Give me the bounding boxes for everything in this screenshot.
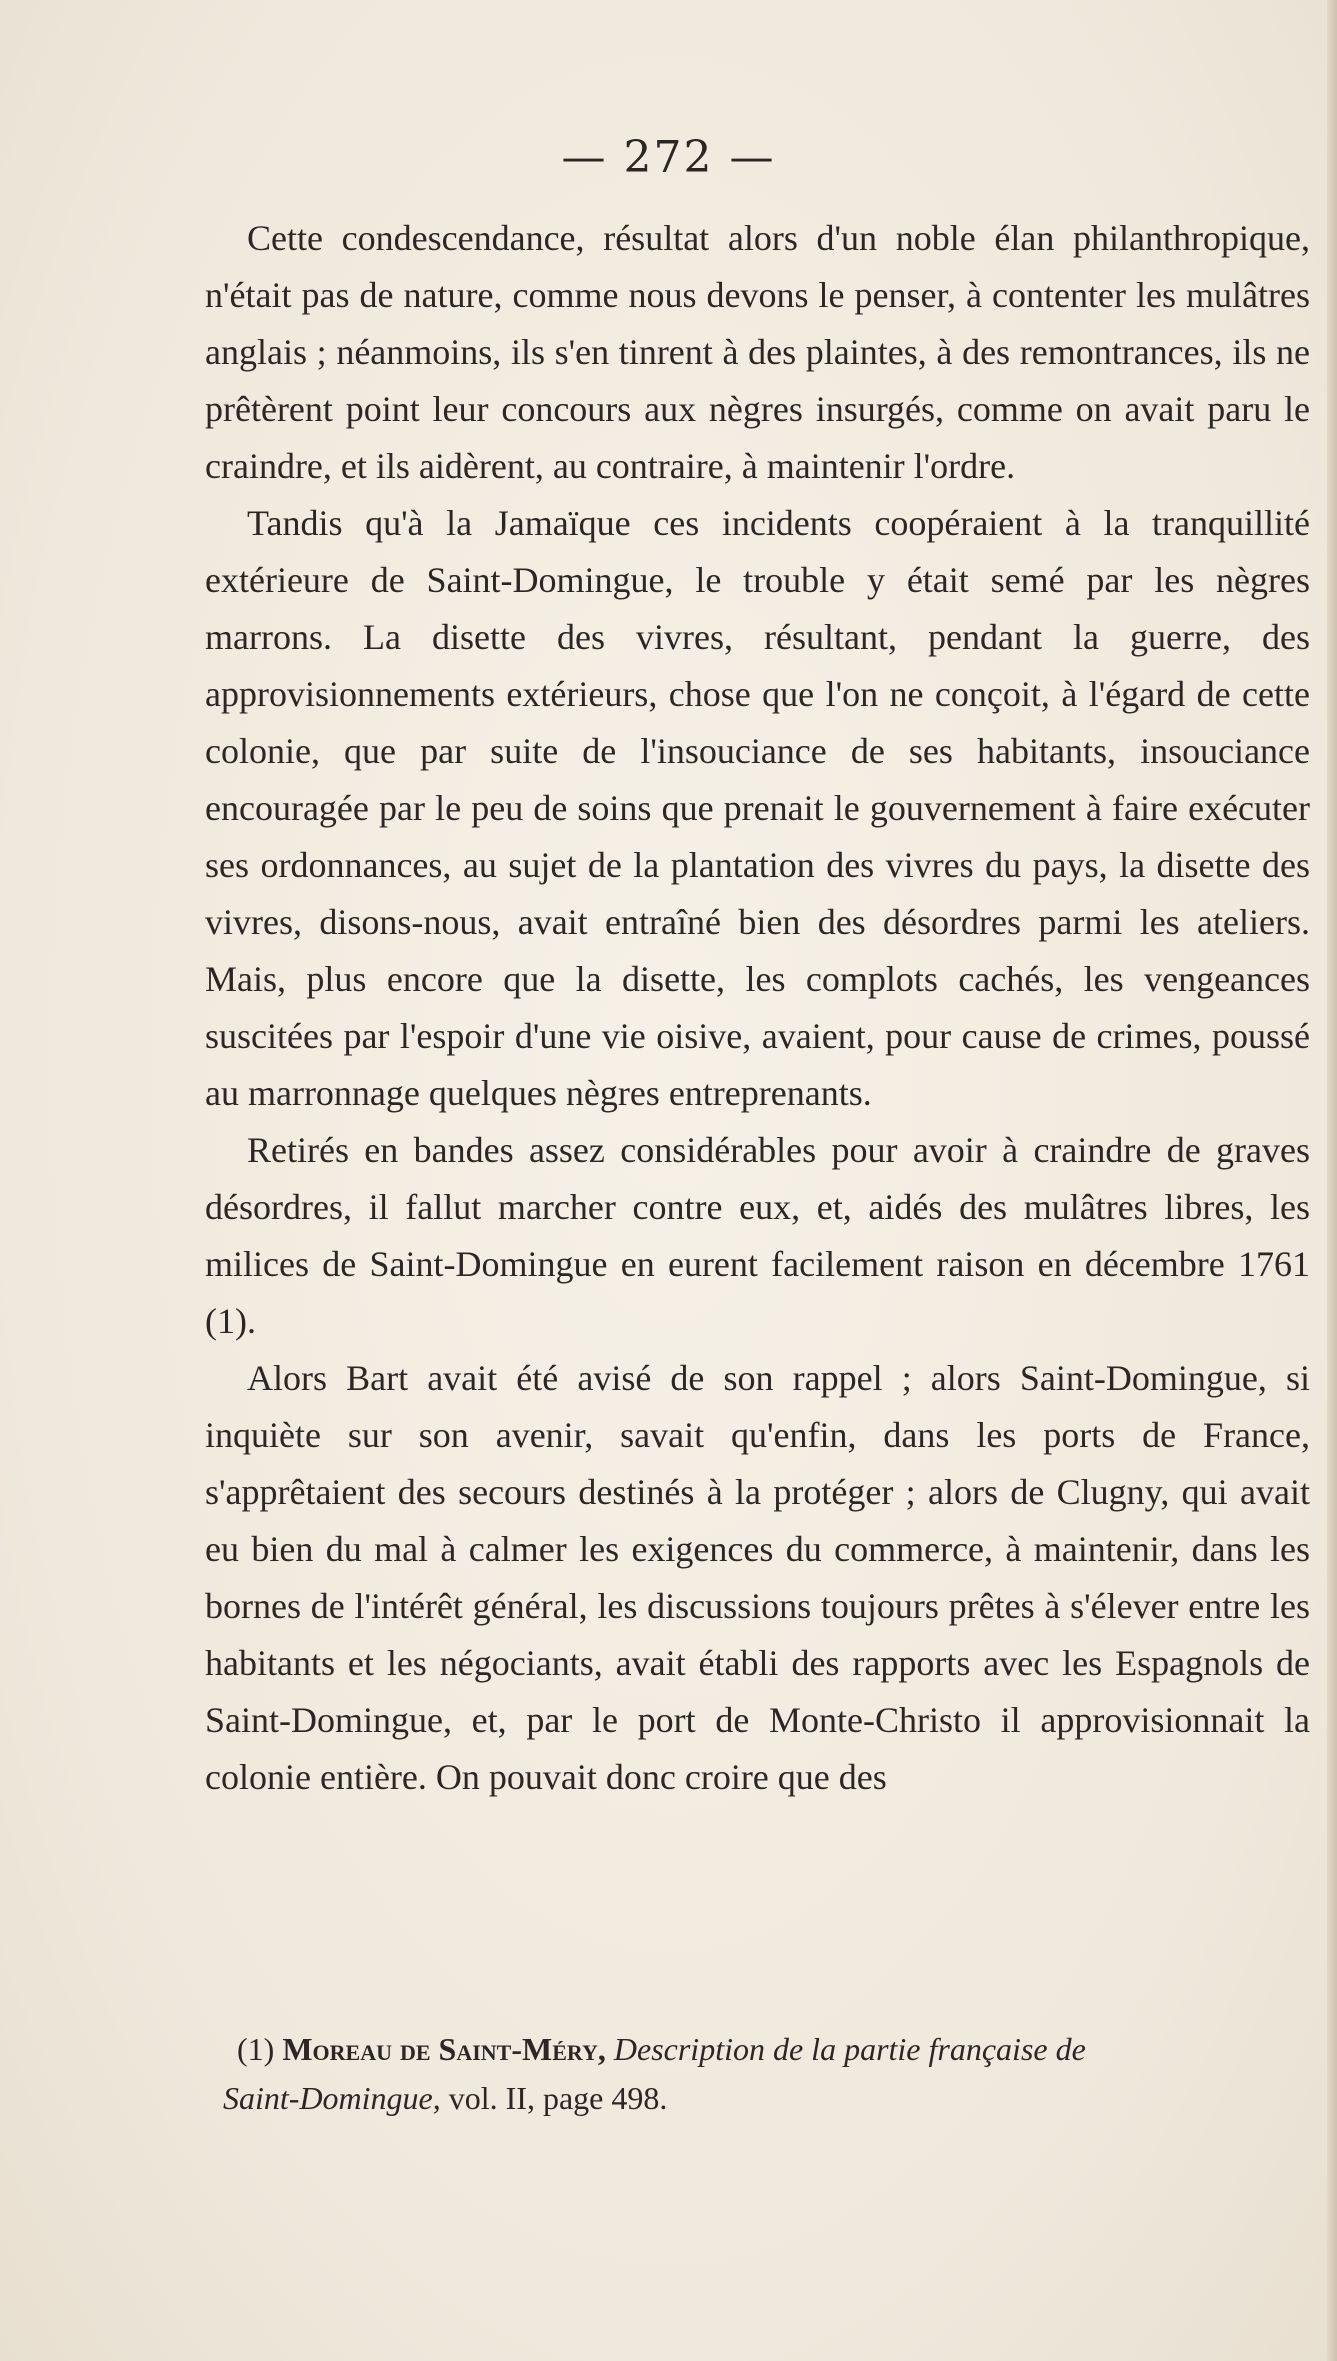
footnote (223, 2025, 1317, 2123)
page-edge (1327, 0, 1337, 2361)
footnote-marker: (1) (237, 2031, 275, 2067)
paragraph-1: Cette condescendance, résultat alors d'un noble élan philanthropique, n'était pas de nature, comme nous devons le penser, à contenter les mulâtres anglais ; néanmoins, ils s'en tinrent à des plaintes, à des remontrances, ils ne prêtèrent point leur concours aux nègres insurgés, comme on avait paru le craindre, et ils aidèrent, au contraire, à maintenir l'ordre. (205, 218, 1310, 486)
footnote-author: Moreau de Saint-Méry, (282, 2031, 606, 2067)
footnote-line-1 (237, 2025, 1317, 2074)
page-number: — 272 — (561, 132, 776, 183)
paragraph-4: Alors Bart avait été avisé de son rappel ; alors Saint-Domingue, si inquiète sur son avenir, savait qu'enfin, dans les ports de France, s'apprêtaient des secours destinés à la protéger ; alors de Clugny, qui avait eu bien du mal à calmer les exigences du commerce, à maintenir, dans les bornes de l'intérêt général, les discussions toujours prêtes à s'élever entre les habitants et les négociants, avait établi des rapports avec les Espagnols de Saint-Domingue, et, par le port de Monte-Christo il approvisionnait la colonie entière. On pouvait donc croire que des (205, 1358, 1310, 1797)
footnote-title-1: Description de la partie française de (613, 2031, 1086, 2067)
body-text (205, 210, 1310, 1806)
paragraph-3: Retirés en bandes assez considérables pour avoir à craindre de graves désordres, il fallut marcher contre eux, et, aidés des mulâtres libres, les milices de Saint-Domingue en eurent facilement raison en décembre 1761 (1). (205, 1130, 1310, 1341)
footnote-line-2 (223, 2074, 1317, 2123)
footnote-title-2: Saint-Domingue, (223, 2080, 441, 2116)
paragraph-2: Tandis qu'à la Jamaïque ces incidents coopéraient à la tranquillité extérieure de Saint-Domingue, le trouble y était semé par les nègres marrons. La disette des vivres, résultant, pendant la guerre, des approvisionnements extérieurs, chose que l'on ne conçoit, à l'égard de cette colonie, que par suite de l'insouciance de ses habitants, insouciance encouragée par le peu de soins que prenait le gouvernement à faire exécuter ses ordonnances, au sujet de la plantation des vivres du pays, la disette des vivres, disons-nous, avait entraîné bien des désordres parmi les ateliers. Mais, plus encore que la disette, les complots cachés, les vengeances suscitées par l'espoir d'une vie oisive, avaient, pour cause de crimes, poussé au marronnage quelques nègres entreprenants. (205, 503, 1310, 1113)
footnote-reference: vol. II, page 498. (448, 2080, 668, 2116)
